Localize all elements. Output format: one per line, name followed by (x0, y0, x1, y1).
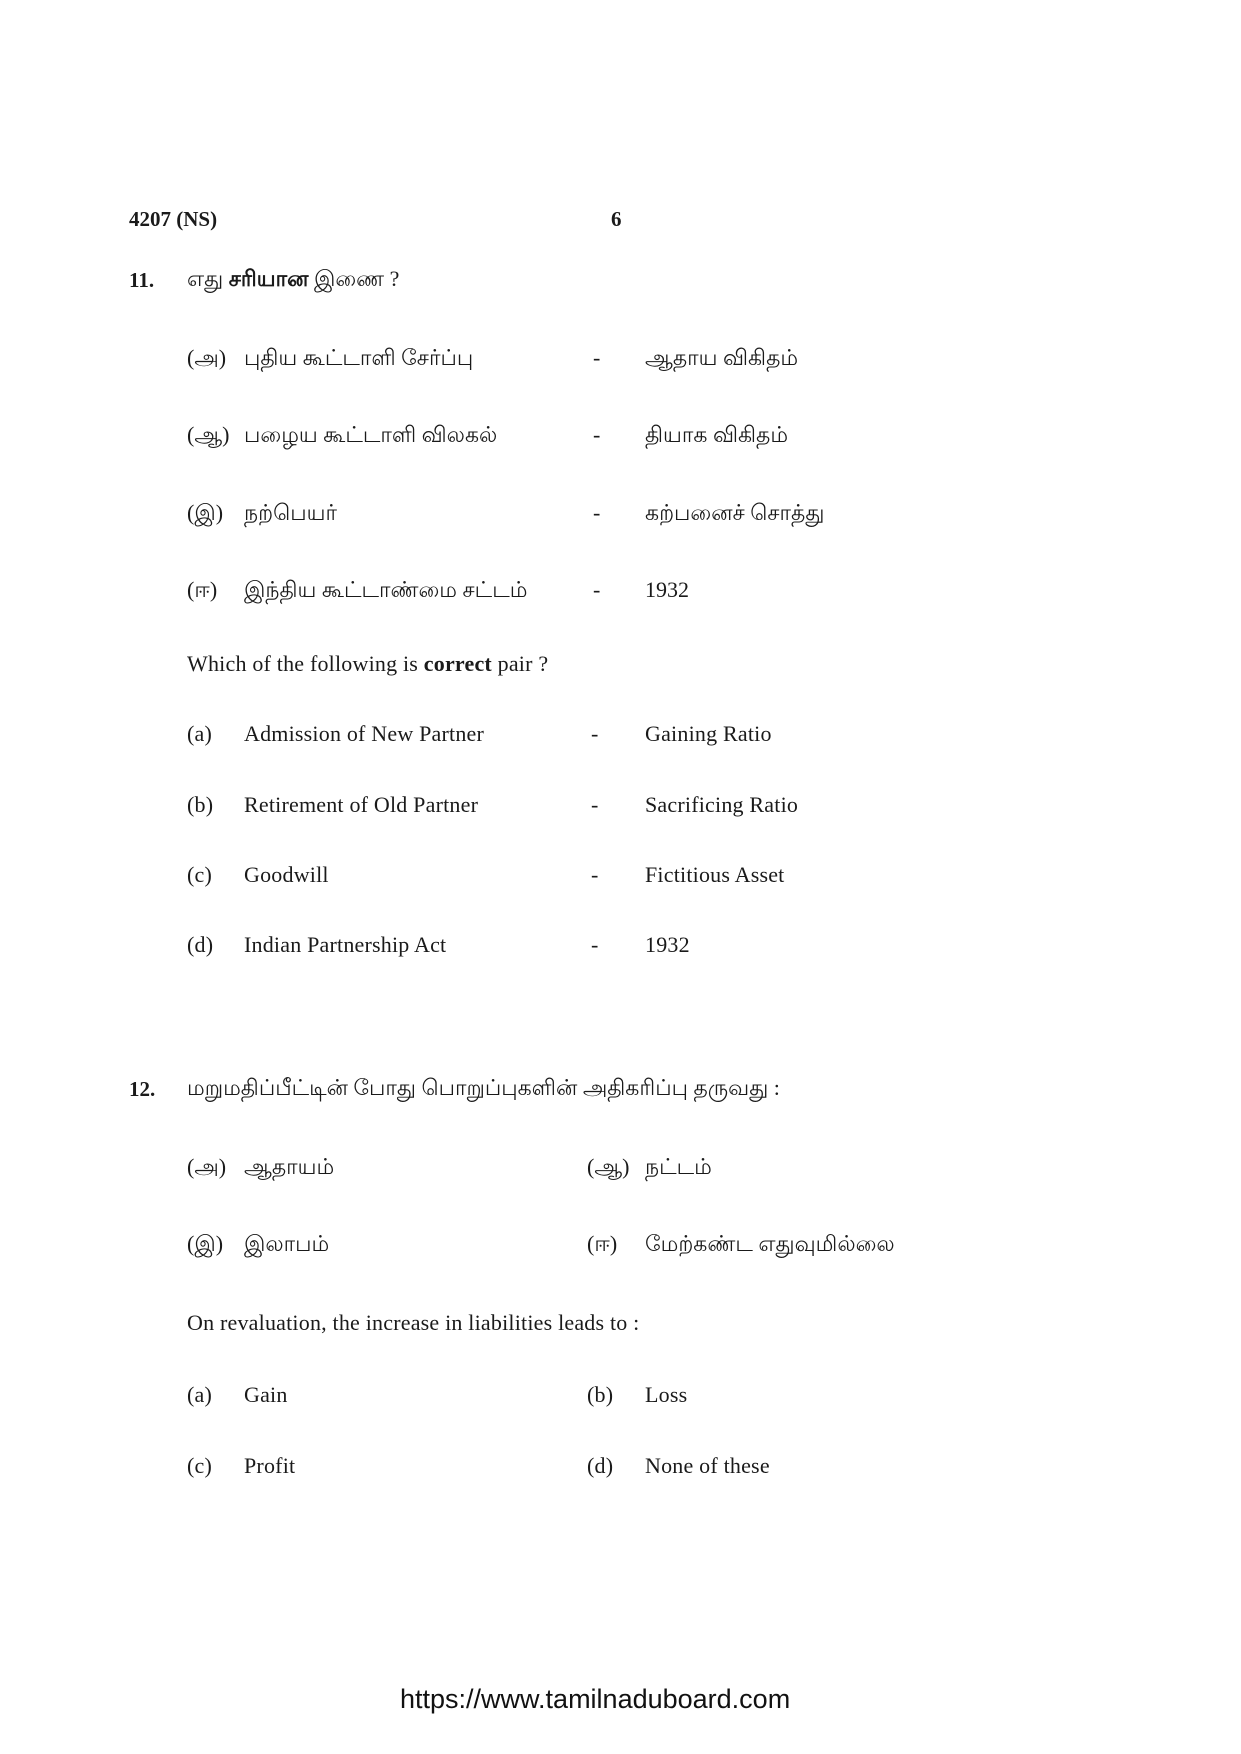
q12-tamil-question: மறுமதிப்பீட்டின் போது பொறுப்புகளின் அதிகரிப்பு தருவது : (187, 1075, 780, 1100)
q12-english-question: On revaluation, the increase in liabilities leads to : (187, 1310, 640, 1335)
q12-english-option-label: (d) (587, 1453, 614, 1478)
q11-tamil-option-left: இந்திய கூட்டாண்மை சட்டம் (244, 577, 528, 602)
q11-tamil-option-label: (ஈ) (187, 577, 218, 602)
q11-english-option-dash: - (591, 721, 599, 746)
q11-tamil-option-dash: - (593, 422, 601, 447)
q12-tamil-option-label: (இ) (187, 1231, 224, 1256)
q11-english-option-left: Retirement of Old Partner (244, 792, 479, 817)
q11-tamil-option-label: (இ) (187, 500, 224, 525)
q12-tamil-option-text: ஆதாயம் (244, 1154, 335, 1179)
q11-tamil-option-left: பழைய கூட்டாளி விலகல் (244, 422, 498, 447)
q11-tamil-question-pre: எது (187, 266, 229, 291)
q12-tamil-option-text: மேற்கண்ட எதுவுமில்லை (645, 1231, 895, 1256)
question-number-11: 11. (129, 268, 155, 292)
q12-english-option-label: (c) (187, 1453, 213, 1478)
q11-english-question-pre: Which of the following is (187, 651, 424, 676)
q12-english-option-text: Profit (244, 1453, 296, 1478)
q12-tamil-option-text: நட்டம் (645, 1154, 712, 1179)
q12-tamil-option-label: (ஆ) (587, 1154, 630, 1179)
q11-english-option-label: (c) (187, 862, 213, 887)
page-number: 6 (611, 207, 622, 231)
q11-english-option-dash: - (591, 792, 599, 817)
q11-english-option-dash: - (591, 862, 599, 887)
q11-tamil-question (187, 266, 399, 295)
q12-english-option-text: Gain (244, 1382, 288, 1407)
q11-tamil-option-dash: - (593, 500, 601, 525)
q11-tamil-option-label: (ஆ) (187, 422, 230, 447)
q12-english-option-label: (b) (587, 1382, 614, 1407)
q12-tamil-option-label: (ஈ) (587, 1231, 618, 1256)
q12-english-option-label: (a) (187, 1382, 213, 1407)
q11-tamil-option-right: 1932 (645, 577, 689, 602)
q11-english-option-left: Indian Partnership Act (244, 932, 447, 957)
paper-code: 4207 (NS) (129, 207, 218, 231)
q11-tamil-option-right: தியாக விகிதம் (645, 422, 789, 447)
question-number-12: 12. (129, 1077, 156, 1101)
q11-english-question-post: pair ? (491, 651, 549, 676)
q11-english-option-right: Sacrificing Ratio (645, 792, 799, 817)
q11-tamil-option-left: நற்பெயர் (244, 500, 337, 525)
q11-english-question-bold: correct (423, 651, 492, 676)
q12-tamil-option-text: இலாபம் (244, 1231, 330, 1256)
q11-tamil-option-right: கற்பனைச் சொத்து (645, 500, 825, 525)
q11-tamil-question-bold: சரியான (228, 266, 309, 291)
q11-english-option-left: Admission of New Partner (244, 721, 485, 746)
q11-tamil-option-label: (அ) (187, 345, 227, 370)
q12-tamil-option-label: (அ) (187, 1154, 227, 1179)
q11-tamil-option-left: புதிய கூட்டாளி சேர்ப்பு (244, 345, 474, 370)
q11-english-question (187, 651, 548, 677)
q11-tamil-option-right: ஆதாய விகிதம் (645, 345, 799, 370)
q11-english-option-right: Gaining Ratio (645, 721, 772, 746)
q11-english-option-label: (d) (187, 932, 214, 957)
q11-english-option-dash: - (591, 932, 599, 957)
q11-english-option-right: 1932 (645, 932, 690, 957)
q11-english-option-left: Goodwill (244, 862, 329, 887)
q12-english-option-text: Loss (645, 1382, 688, 1407)
q11-tamil-option-dash: - (593, 577, 601, 602)
q11-english-option-right: Fictitious Asset (645, 862, 785, 887)
q12-english-option-text: None of these (645, 1453, 770, 1478)
q11-english-option-label: (a) (187, 721, 213, 746)
footer-url-link[interactable]: https://www.tamilnaduboard.com (400, 1684, 791, 1714)
q11-tamil-question-post: இணை ? (308, 266, 400, 291)
q11-english-option-label: (b) (187, 792, 214, 817)
q11-tamil-option-dash: - (593, 345, 601, 370)
